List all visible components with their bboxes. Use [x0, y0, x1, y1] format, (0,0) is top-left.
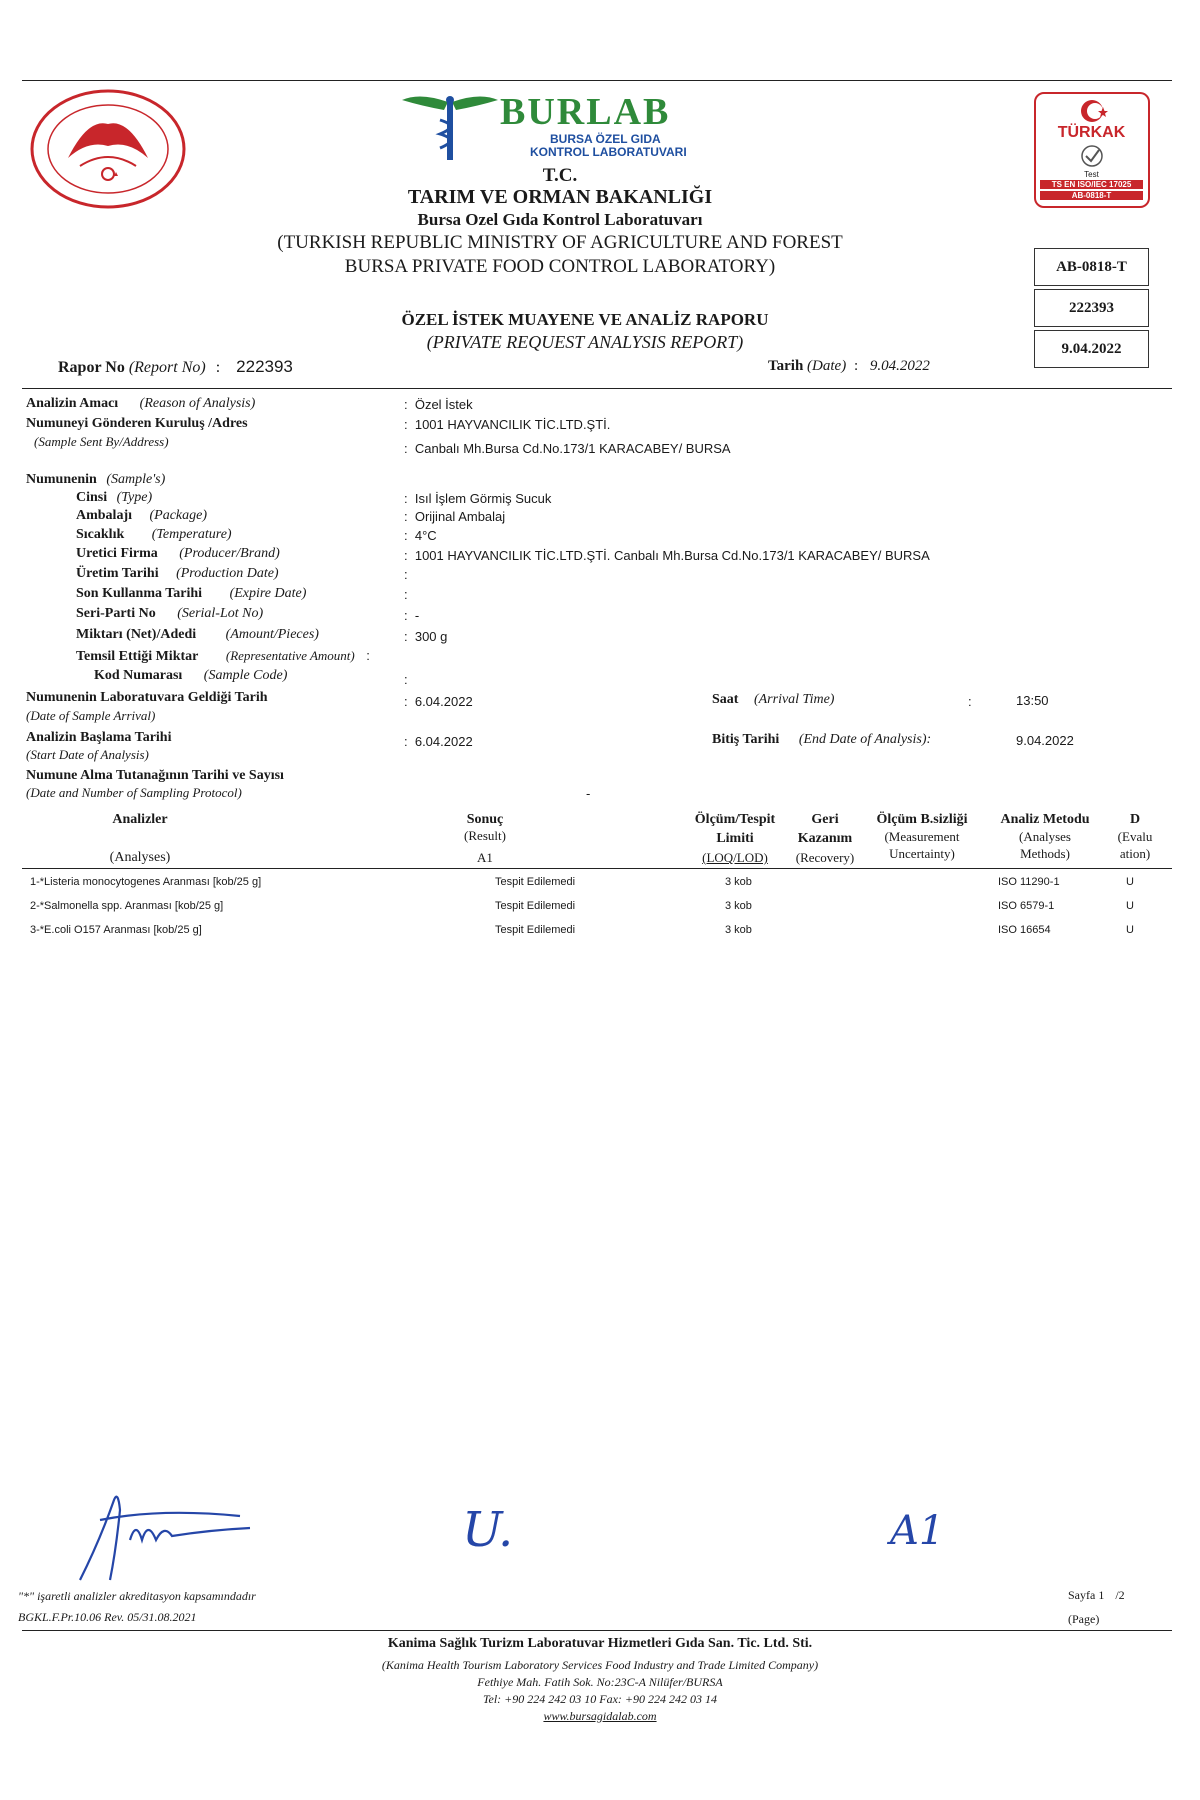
expire-value: :: [404, 587, 408, 602]
th-result-en: (Result): [464, 828, 506, 843]
reason-row: [26, 396, 255, 412]
start-value: : 6.04.2022: [404, 734, 473, 749]
table-header-rule: [22, 868, 1172, 869]
th-uncertainty: Ölçüm B.sizliği: [876, 812, 968, 827]
row-analysis: 1-*Listeria monocytogenes Aranması [kob/25 g]: [30, 876, 262, 888]
turkak-note-1: Test: [1084, 170, 1099, 179]
row-result: Tespit Edilemedi: [495, 900, 576, 912]
row-analysis: 3-*E.coli O157 Aranması [kob/25 g]: [30, 924, 202, 936]
expire-label: Son Kullanma Tarihi: [76, 586, 203, 601]
lot-value: : -: [404, 608, 420, 623]
time-value: 13:50: [1016, 693, 1049, 708]
page-number: [1068, 1588, 1125, 1603]
amount-label-en: (Amount/Pieces): [225, 627, 319, 642]
reason-label-en: (Reason of Analysis): [139, 396, 256, 411]
company-name: Kanima Sağlık Turizm Laboratuvar Hizmetleri Gıda San. Tic. Ltd. Sti.: [387, 1636, 813, 1651]
brand-subtitle-2: KONTROL LABORATUVARI: [530, 145, 687, 159]
row-result: Tespit Edilemedi: [495, 876, 576, 888]
brand-subtitle-1: BURSA ÖZEL GIDA: [550, 132, 661, 146]
header-ministry-en: (TURKISH REPUBLIC MINISTRY OF AGRICULTURE AND FOREST: [277, 232, 843, 253]
signature-right: A1: [890, 1508, 945, 1554]
th-uncertainty-en-1: (Measurement: [884, 829, 960, 844]
th-method: Analiz Metodu: [1000, 812, 1090, 827]
package-value-text: Orijinal Ambalaj: [414, 509, 506, 524]
expire-label-en: (Expire Date): [229, 586, 307, 601]
ministry-seal-icon: [28, 88, 188, 210]
header-lab: Bursa Ozel Gıda Kontrol Laboratuvarı: [417, 210, 703, 229]
row-eval: U: [1126, 876, 1134, 888]
production-row: [76, 566, 279, 582]
production-label: Üretim Tarihi: [76, 566, 159, 581]
package-row: [76, 508, 207, 524]
company-address: Fethiye Mah. Fatih Sok. No:23C-A Nilüfer/BURSA: [477, 1675, 723, 1689]
production-value: :: [404, 567, 408, 582]
caduceus-icon: [400, 92, 500, 162]
th-result: Sonuç: [466, 812, 504, 827]
code-row: [94, 668, 287, 684]
report-code-box: 222393: [1034, 289, 1149, 327]
accreditation-code-box: AB-0818-T: [1034, 248, 1149, 286]
th-uncertainty-en-2: Uncertainty): [889, 846, 955, 861]
code-label-en: (Sample Code): [203, 668, 288, 683]
report-date-label: Tarih: [768, 358, 804, 374]
signature-left: [70, 1480, 260, 1590]
th-method-en-2: Methods): [1020, 846, 1070, 861]
report-header-rule: [22, 388, 1172, 389]
th-analyses: Analizler: [112, 812, 168, 827]
start-value-text: 6.04.2022: [414, 734, 473, 749]
sender-label-en: (Sample Sent By/Address): [34, 434, 169, 449]
temp-label: Sıcaklık: [76, 527, 125, 542]
th-analyses-en: (Analyses): [109, 850, 171, 865]
form-code: BGKL.F.Pr.10.06 Rev. 05/31.08.2021: [18, 1610, 197, 1624]
time-row: [712, 692, 834, 708]
th-loq-1: Ölçüm/Tespit: [694, 812, 776, 827]
row-loq: 3 kob: [725, 900, 752, 912]
type-label: Cinsi: [76, 490, 108, 505]
signature-left-drawing: [70, 1480, 260, 1590]
sample-heading: [26, 472, 165, 488]
time-label-en: (Arrival Time): [753, 692, 835, 707]
expire-row: [76, 586, 306, 602]
th-result-code: A1: [477, 850, 493, 865]
row-result: Tespit Edilemedi: [495, 924, 576, 936]
time-label: Saat: [712, 692, 739, 707]
production-label-en: (Production Date): [176, 566, 279, 581]
report-title: ÖZEL İSTEK MUAYENE VE ANALİZ RAPORU: [401, 310, 769, 329]
row-method: ISO 11290-1: [998, 876, 1060, 888]
date-code-box: 9.04.2022: [1034, 330, 1149, 368]
table-row: [30, 876, 1160, 896]
report-no-value: 222393: [236, 357, 293, 376]
page-of: /2: [1115, 1588, 1125, 1602]
amount-label: Miktarı (Net)/Adedi: [76, 627, 197, 642]
arrival-value: : 6.04.2022: [404, 694, 473, 709]
start-label: Analizin Başlama Tarihi: [26, 730, 172, 745]
company-website[interactable]: www.bursagidalab.com: [543, 1709, 657, 1723]
producer-label: Uretici Firma: [76, 546, 158, 561]
turkak-badge: [1034, 92, 1150, 208]
checkmark-icon: [1077, 144, 1107, 168]
turkak-note-3: AB-0818-T: [1040, 191, 1143, 200]
th-loq-2: Limiti: [716, 831, 754, 846]
end-label: Bitiş Tarihi: [712, 732, 780, 747]
row-loq: 3 kob: [725, 876, 752, 888]
arrival-label-en: (Date of Sample Arrival): [26, 708, 156, 723]
repr-row: Temsil Ettiği Miktar (Representative Amount) :: [76, 648, 370, 664]
footer-rule: [22, 1630, 1172, 1631]
th-recovery-en: (Recovery): [795, 850, 855, 865]
sender-address-text: Canbalı Mh.Bursa Cd.No.173/1 KARACABEY/ BURSA: [414, 441, 731, 456]
turkak-label: TÜRKAK: [1057, 124, 1126, 141]
producer-row: [76, 546, 280, 562]
th-eval: D: [1129, 812, 1141, 827]
amount-value-text: 300 g: [414, 629, 448, 644]
code-value: :: [404, 672, 408, 687]
table-row: [30, 900, 1160, 920]
type-label-en: (Type): [116, 490, 153, 505]
lot-label-en: (Serial-Lot No): [177, 606, 264, 621]
temp-value: : 4°C: [404, 528, 437, 543]
sender-value-text: 1001 HAYVANCILIK TİC.LTD.ŞTİ.: [414, 417, 611, 432]
th-loq-en: (LOQ/LOD): [702, 850, 768, 865]
end-label-en: (End Date of Analysis):: [798, 732, 932, 747]
reason-label: Analizin Amacı: [26, 396, 119, 411]
th-eval-en-2: ation): [1119, 846, 1151, 861]
start-label-en: (Start Date of Analysis): [26, 747, 149, 762]
row-analysis: 2-*Salmonella spp. Aranması [kob/25 g]: [30, 900, 224, 912]
brand-name: BURLAB: [500, 91, 671, 133]
producer-value-text: 1001 HAYVANCILIK TİC.LTD.ŞTİ. Canbalı Mh.Bursa Cd.No.173/1 KARACABEY/ BURSA: [414, 548, 930, 563]
burlab-logo: [400, 92, 720, 162]
report-date-label-en: (Date): [807, 358, 847, 374]
repr-label-en: (Representative Amount): [225, 648, 355, 663]
protocol-value: -: [586, 786, 591, 801]
turkak-crescent-icon: [1076, 98, 1112, 124]
th-recovery-1: Geri: [811, 812, 839, 827]
header-tc: T.C.: [542, 165, 578, 186]
arrival-label: Numunenin Laboratuvara Geldiği Tarih: [26, 690, 268, 705]
code-label: Kod Numarası: [94, 668, 183, 683]
ministry-seal: [28, 88, 188, 210]
package-label-en: (Package): [149, 508, 208, 523]
sender-label: Numuneyi Gönderen Kuruluş /Adres: [26, 416, 248, 431]
row-method: ISO 16654: [998, 924, 1051, 936]
row-method: ISO 6579-1: [998, 900, 1055, 912]
package-value: : Orijinal Ambalaj: [404, 509, 506, 524]
temp-label-en: (Temperature): [151, 527, 232, 542]
row-loq: 3 kob: [725, 924, 752, 936]
temp-value-text: 4°C: [414, 528, 437, 543]
top-rule: [22, 80, 1172, 81]
th-eval-en-1: (Evalu: [1117, 829, 1153, 844]
sender-value: : 1001 HAYVANCILIK TİC.LTD.ŞTİ.: [404, 417, 611, 432]
header-ministry: TARIM VE ORMAN BAKANLIĞI: [407, 186, 713, 208]
report-title-en: (PRIVATE REQUEST ANALYSIS REPORT): [426, 332, 744, 352]
temp-row: [76, 527, 232, 543]
type-row: [76, 490, 152, 506]
report-no-label: Rapor No: [58, 359, 125, 376]
lot-value-text: -: [414, 608, 420, 623]
time-colon: :: [968, 694, 972, 709]
protocol-label-en: (Date and Number of Sampling Protocol): [26, 785, 242, 800]
page-label: Sayfa 1: [1068, 1588, 1105, 1602]
turkak-note-2: TS EN ISO/IEC 17025: [1040, 180, 1143, 189]
producer-label-en: (Producer/Brand): [179, 546, 280, 561]
sample-label-en: (Sample's): [106, 472, 166, 487]
sender-address: : Canbalı Mh.Bursa Cd.No.173/1 KARACABEY/ BURSA: [404, 441, 731, 456]
company-phone: Tel: +90 224 242 03 10 Fax: +90 224 242 03 14: [482, 1692, 718, 1706]
report-date: Tarih (Date) : 9.04.2022: [768, 358, 930, 374]
type-value-text: Isıl İşlem Görmiş Sucuk: [414, 491, 552, 506]
sample-label: Numunenin: [26, 472, 97, 487]
repr-label: Temsil Ettiği Miktar: [76, 649, 199, 664]
th-recovery-2: Kazanım: [797, 831, 853, 846]
report-date-value: 9.04.2022: [869, 358, 930, 374]
report-no-label-en: (Report No): [128, 359, 206, 376]
lot-label: Seri-Parti No: [76, 606, 156, 621]
end-row: [712, 732, 931, 748]
table-row: [30, 924, 1160, 944]
arrival-value-text: 6.04.2022: [414, 694, 473, 709]
reason-value-text: Özel İstek: [414, 397, 473, 412]
protocol-label: Numune Alma Tutanağının Tarihi ve Sayısı: [26, 768, 284, 783]
row-eval: U: [1126, 900, 1134, 912]
lot-row: [76, 606, 263, 622]
end-value: 9.04.2022: [1016, 733, 1074, 748]
package-label: Ambalajı: [76, 508, 132, 523]
page-label-en: (Page): [1068, 1612, 1100, 1626]
header-lab-en: BURSA PRIVATE FOOD CONTROL LABORATORY): [344, 256, 776, 277]
reason-value: : Özel İstek: [404, 397, 473, 412]
th-method-en-1: (Analyses: [1019, 829, 1071, 844]
type-value: : Isıl İşlem Görmiş Sucuk: [404, 491, 552, 506]
producer-value: : 1001 HAYVANCILIK TİC.LTD.ŞTİ. Canbalı Mh.Bursa Cd.No.173/1 KARACABEY/ BURSA: [404, 548, 930, 563]
amount-value: : 300 g: [404, 629, 448, 644]
company-name-en: (Kanima Health Tourism Laboratory Services Food Industry and Trade Limited Company): [381, 1658, 819, 1672]
signature-middle: U.: [462, 1502, 514, 1558]
accreditation-note: "*" işaretli analizler akreditasyon kapsamındadır: [18, 1589, 256, 1603]
row-eval: U: [1126, 924, 1134, 936]
report-no: Rapor No (Report No) : 222393: [58, 357, 293, 376]
amount-row: [76, 627, 319, 643]
